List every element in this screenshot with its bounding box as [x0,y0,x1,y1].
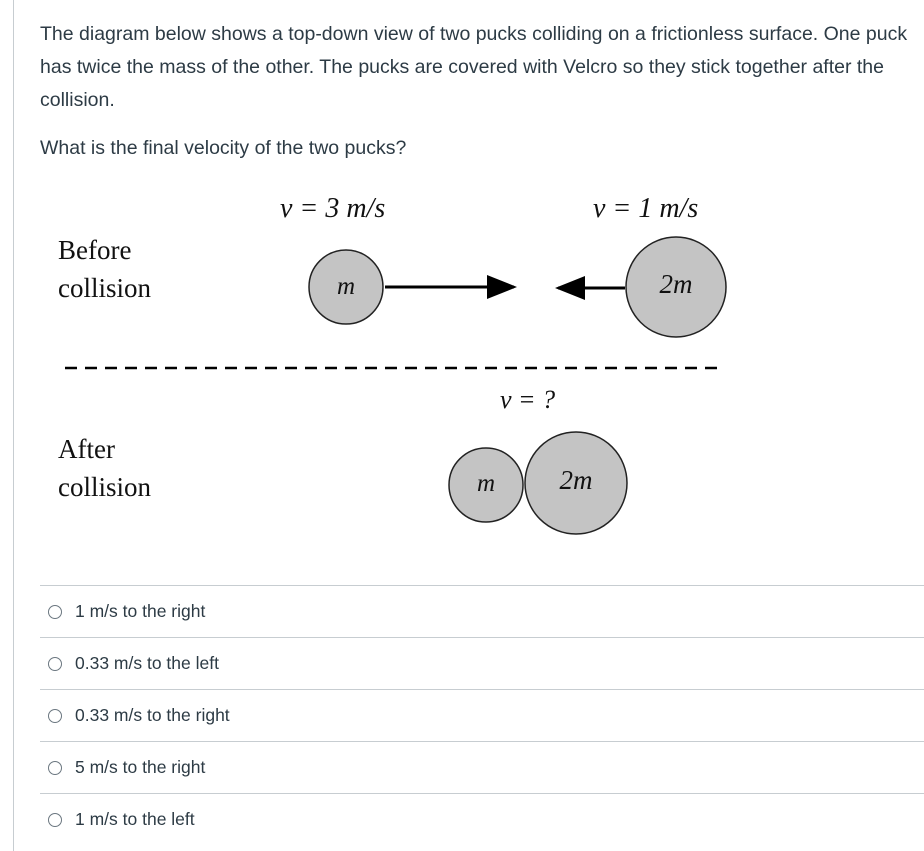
after-label-line1: After [58,434,115,464]
velocity-label-after: v = ? [500,385,556,414]
collision-diagram [40,180,740,550]
radio-button[interactable] [48,657,62,671]
question-prompt: What is the final velocity of the two pucks? [40,137,407,159]
answer-label: 1 m/s to the right [75,601,206,621]
answer-list [40,585,924,845]
radio-button[interactable] [48,605,62,619]
left-border [13,0,14,851]
puck-small-after-label: m [476,470,496,497]
question-text [40,18,920,165]
question-paragraph-1: The diagram below shows a top-down view of two pucks colliding on a frictionless surface. One puck has twice the mass of the other. The pucks are covered with Velcro so they stick together after the collision. [40,23,908,111]
after-label-line2: collision [58,472,151,502]
answer-label: 1 m/s to the left [75,809,195,829]
before-label-line2: collision [58,273,151,303]
puck-small-label: m [336,273,356,300]
puck-large-label: 2m [659,269,693,299]
answer-option[interactable] [40,689,924,741]
velocity-label-right: v = 1 m/s [593,193,699,224]
answer-option[interactable] [40,637,924,689]
answer-label: 0.33 m/s to the left [75,653,219,673]
puck-large-after-label: 2m [559,465,593,495]
answer-option[interactable] [40,585,924,637]
radio-button[interactable] [48,709,62,723]
before-label-line1: Before [58,235,132,265]
radio-button[interactable] [48,813,62,827]
velocity-label-left: v = 3 m/s [280,193,386,224]
answer-label: 0.33 m/s to the right [75,705,230,725]
answer-option[interactable] [40,793,924,845]
answer-label: 5 m/s to the right [75,757,206,777]
answer-option[interactable] [40,741,924,793]
radio-button[interactable] [48,761,62,775]
